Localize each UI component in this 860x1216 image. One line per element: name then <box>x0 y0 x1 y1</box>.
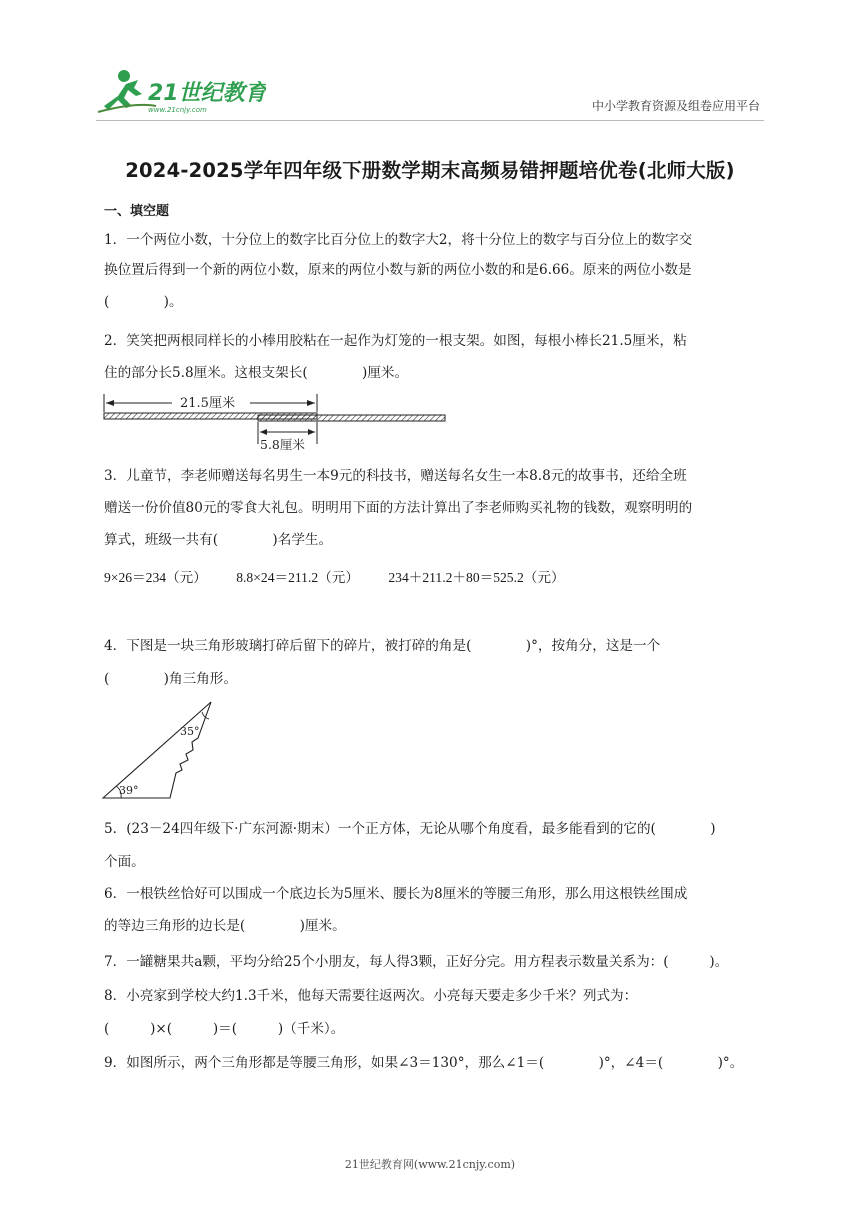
angle-top-label: 35° <box>180 725 200 738</box>
question-line: ( )角三角形。 <box>104 671 237 687</box>
question-line: 7．一罐糖果共a颗，平均分给25个小朋友，每人得3颗，正好分完。用方程表示数量关系为：( )。 <box>104 954 729 970</box>
stick-diagram <box>100 388 450 456</box>
question-line: 9．如图所示，两个三角形都是等腰三角形，如果∠3＝130°，那么∠1＝( )°，∠4＝( )°。 <box>104 1055 744 1071</box>
logo-url: www.21cnjy.com <box>148 106 207 114</box>
page-title: 2024-2025学年四年级下册数学期末高频易错押题培优卷(北师大版) <box>125 159 735 182</box>
question-line: ( )×( )＝( )（千米）。 <box>104 1021 345 1037</box>
footer-text: 21世纪教育网(www.21cnjy.com) <box>344 1158 516 1171</box>
stick-right <box>258 415 445 421</box>
question-line: 5．(23－24四年级下·广东河源·期末）一个正方体，无论从哪个角度看，最多能看到的它的( ) <box>104 821 716 837</box>
formula: 9×26＝234（元） <box>104 570 207 585</box>
question-line: 1．一个两位小数，十分位上的数字比百分位上的数字大2，将十分位上的数字与百分位上的数字交 <box>104 232 693 248</box>
question-line: 的等边三角形的边长是( )厘米。 <box>104 918 346 934</box>
question-line: 2．笑笑把两根同样长的小棒用胶粘在一起作为灯笼的一根支架。如图，每根小棒长21.5厘米，粘 <box>104 333 687 349</box>
runner-logo-icon <box>96 66 266 116</box>
question-line: 6．一根铁丝恰好可以围成一个底边长为5厘米、腰长为8厘米的等腰三角形，那么用这根铁丝围成 <box>104 886 688 902</box>
stick-overlap-label: 5.8厘米 <box>260 437 305 452</box>
logo-text: 21世纪教育 <box>148 81 266 106</box>
broken-triangle-diagram <box>100 698 218 802</box>
question-line: ( )。 <box>104 294 183 310</box>
logo <box>96 66 266 116</box>
formula: 234＋211.2＋80＝525.2（元） <box>388 570 565 585</box>
question-line: 算式，班级一共有( )名学生。 <box>104 532 333 548</box>
platform-label: 中小学教育资源及组卷应用平台 <box>591 99 760 113</box>
angle-bottom-label: 39° <box>119 784 139 797</box>
section-heading: 一、填空题 <box>104 204 170 219</box>
stick-total-label: 21.5厘米 <box>180 396 235 411</box>
question-line: 个面。 <box>104 854 145 870</box>
formula-row <box>104 566 591 586</box>
question-line: 换位置后得到一个新的两位小数，原来的两位小数与新的两位小数的和是6.66。原来的两位小数是 <box>104 262 692 278</box>
question-line: 住的部分长5.8厘米。这根支架长( )厘米。 <box>104 365 409 381</box>
question-line: 3．儿童节，李老师赠送每名男生一本9元的科技书，赠送每名女生一本8.8元的故事书，还给全班 <box>104 468 687 484</box>
question-line: 8．小亮家到学校大约1.3千米，他每天需要往返两次。小亮每天要走多少千米？列式为： <box>104 988 638 1004</box>
formula: 8.8×24＝211.2（元） <box>236 570 359 585</box>
question-line: 赠送一份价值80元的零食大礼包。明明用下面的方法计算出了李老师购买礼物的钱数，观察明明的 <box>104 500 693 516</box>
header-divider <box>96 120 764 121</box>
question-line: 4．下图是一块三角形玻璃打碎后留下的碎片，被打碎的角是( )°，按角分，这是一个 <box>104 638 661 654</box>
